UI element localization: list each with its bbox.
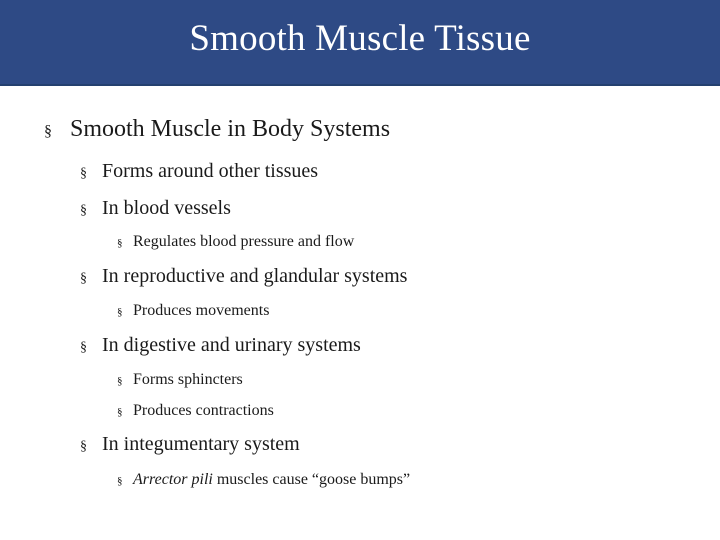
bullet-text: In digestive and urinary systems [102, 334, 361, 356]
bullet-marker: § [117, 475, 123, 487]
bullet-text: In blood vessels [102, 197, 231, 219]
sub-bullet-item [117, 233, 354, 251]
bullet-marker: § [80, 340, 87, 355]
bullet-item [80, 334, 361, 357]
bullet-marker: § [117, 406, 123, 418]
sub-bullet-item [117, 471, 410, 489]
bullet-marker: § [80, 271, 87, 286]
bullet-heading [44, 116, 390, 143]
bullet-marker: § [80, 203, 87, 218]
sub-bullet-text: Regulates blood pressure and flow [133, 233, 355, 250]
bullet-marker: § [44, 123, 52, 140]
bullet-item [80, 433, 300, 456]
sub-bullet-text: Forms sphincters [133, 371, 243, 388]
bullet-marker: § [117, 375, 123, 387]
bullet-item [80, 197, 231, 220]
title-bar [0, 0, 720, 86]
sub-bullet-rest: muscles cause “goose bumps” [212, 471, 411, 488]
sub-bullet-text: Produces movements [133, 302, 270, 319]
heading-text: Smooth Muscle in Body Systems [70, 116, 391, 142]
sub-bullet-item [117, 402, 274, 420]
bullet-marker: § [80, 166, 87, 181]
bullet-item [80, 160, 318, 183]
bullet-marker: § [80, 439, 87, 454]
sub-bullet-item [117, 302, 269, 320]
bullet-text: In integumentary system [102, 433, 300, 455]
bullet-text: Forms around other tissues [102, 160, 319, 182]
sub-bullet-text: Produces contractions [133, 402, 274, 419]
italic-term: Arrector pili [133, 471, 213, 488]
sub-bullet-item [117, 371, 243, 389]
bullet-marker: § [117, 237, 123, 249]
bullet-text: In reproductive and glandular systems [102, 265, 408, 287]
sub-bullet-text [133, 471, 410, 489]
slide-title: Smooth Muscle Tissue [189, 17, 531, 59]
bullet-marker: § [117, 306, 123, 318]
bullet-item [80, 265, 407, 288]
